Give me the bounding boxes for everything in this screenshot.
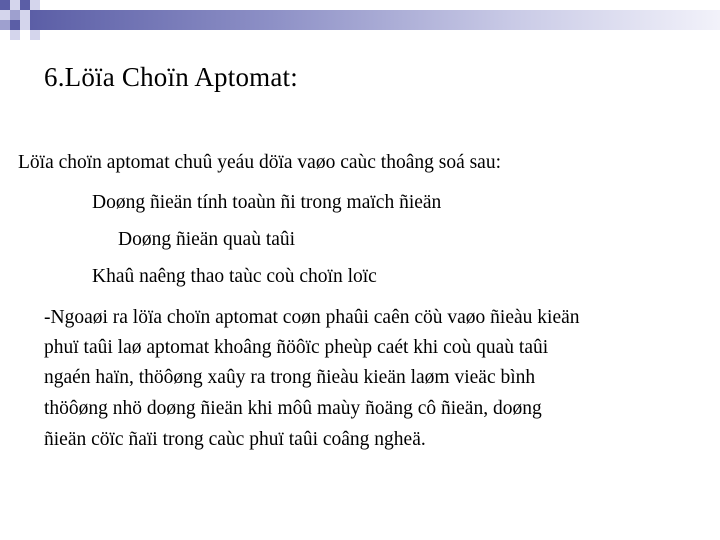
paragraph-line: ngaén haïn, thöôøng xaûy ra trong ñieàu kieän laøm vieäc bình (44, 367, 536, 388)
criterion-item: Khaû naêng thao taùc coù choïn loïc (92, 266, 377, 287)
criterion-item: Doøng ñieän tính toaùn ñi trong maïch ñieän (92, 192, 442, 213)
paragraph-line: phuï taûi laø aptomat khoâng ñöôïc pheùp caét khi coù quaù taûi (44, 337, 549, 358)
slide-title: 6.Löïa Choïn Aptomat: (44, 62, 298, 92)
criterion-item: Doøng ñieän quaù taûi (118, 229, 296, 250)
paragraph-line: ñieän cöïc ñaïi trong caùc phuï taûi coâng ngheä. (44, 429, 426, 450)
paragraph-line: -Ngoaøi ra löïa choïn aptomat coøn phaûi caên cöù vaøo ñieàu kieän (44, 307, 580, 328)
paragraph-line: thöôøng nhö doøng ñieän khi môû maùy ñoäng cô ñieän, doøng (44, 398, 542, 419)
intro-text: Löïa choïn aptomat chuû yeáu döïa vaøo caùc thoâng soá sau: (18, 152, 502, 173)
